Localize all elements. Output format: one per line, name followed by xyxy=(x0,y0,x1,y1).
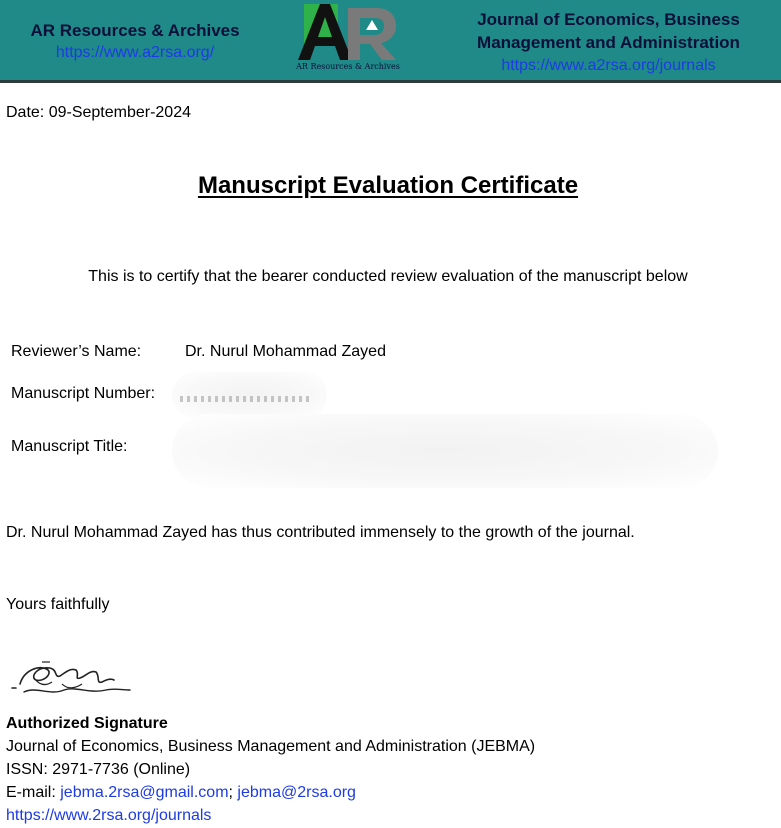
handwritten-signature xyxy=(6,656,136,702)
manuscript-title-label: Manuscript Title: xyxy=(11,438,128,455)
authorized-signature-label: Authorized Signature xyxy=(6,715,168,732)
logo-caption: AR Resources & Archives xyxy=(296,62,400,71)
manuscript-number-redacted-marks xyxy=(180,396,310,402)
journal-name-line1: Journal of Economics, Business xyxy=(477,10,740,29)
page-title: Manuscript Evaluation Certificate xyxy=(197,172,579,199)
journal-link[interactable]: https://www.a2rsa.org/journals xyxy=(501,57,716,74)
closing-text: Yours faithfully xyxy=(6,596,110,613)
logo-letter-r xyxy=(348,8,396,60)
intro-text: This is to certify that the bearer conducted review evaluation of the manuscript below xyxy=(88,268,688,285)
header-banner xyxy=(0,0,781,83)
journal-full-name: Journal of Economics, Business Management and Administration (JEBMA) xyxy=(6,738,536,755)
journals-website-link[interactable]: https://www.2rsa.org/journals xyxy=(6,807,212,824)
reviewer-value: Dr. Nurul Mohammad Zayed xyxy=(185,343,386,360)
journal-name-line2: Management and Administration xyxy=(477,33,740,52)
publisher-block xyxy=(20,20,250,64)
publisher-name: AR Resources & Archives xyxy=(30,21,240,40)
manuscript-number-redacted xyxy=(172,372,327,418)
logo-accent xyxy=(366,20,378,30)
email-line xyxy=(6,781,535,804)
email-separator: ; xyxy=(228,784,238,801)
email-link-1[interactable]: jebma.2rsa@gmail.com xyxy=(60,784,229,801)
email-link-2[interactable]: jebma@2rsa.org xyxy=(237,784,356,801)
footer-block xyxy=(6,712,535,827)
journal-block xyxy=(466,8,751,77)
reviewer-label: Reviewer’s Name: xyxy=(11,343,142,360)
certificate-date: Date: 09-September-2024 xyxy=(6,104,191,121)
manuscript-title-redacted xyxy=(172,414,718,488)
issn-text: ISSN: 2971-7736 (Online) xyxy=(6,761,191,778)
manuscript-number-label: Manuscript Number: xyxy=(11,385,156,402)
email-label: E-mail: xyxy=(6,784,61,801)
ar-logo xyxy=(282,0,414,78)
contribution-text: Dr. Nurul Mohammad Zayed has thus contributed immensely to the growth of the journal. xyxy=(6,524,635,541)
publisher-link[interactable]: https://www.a2rsa.org/ xyxy=(55,44,215,61)
